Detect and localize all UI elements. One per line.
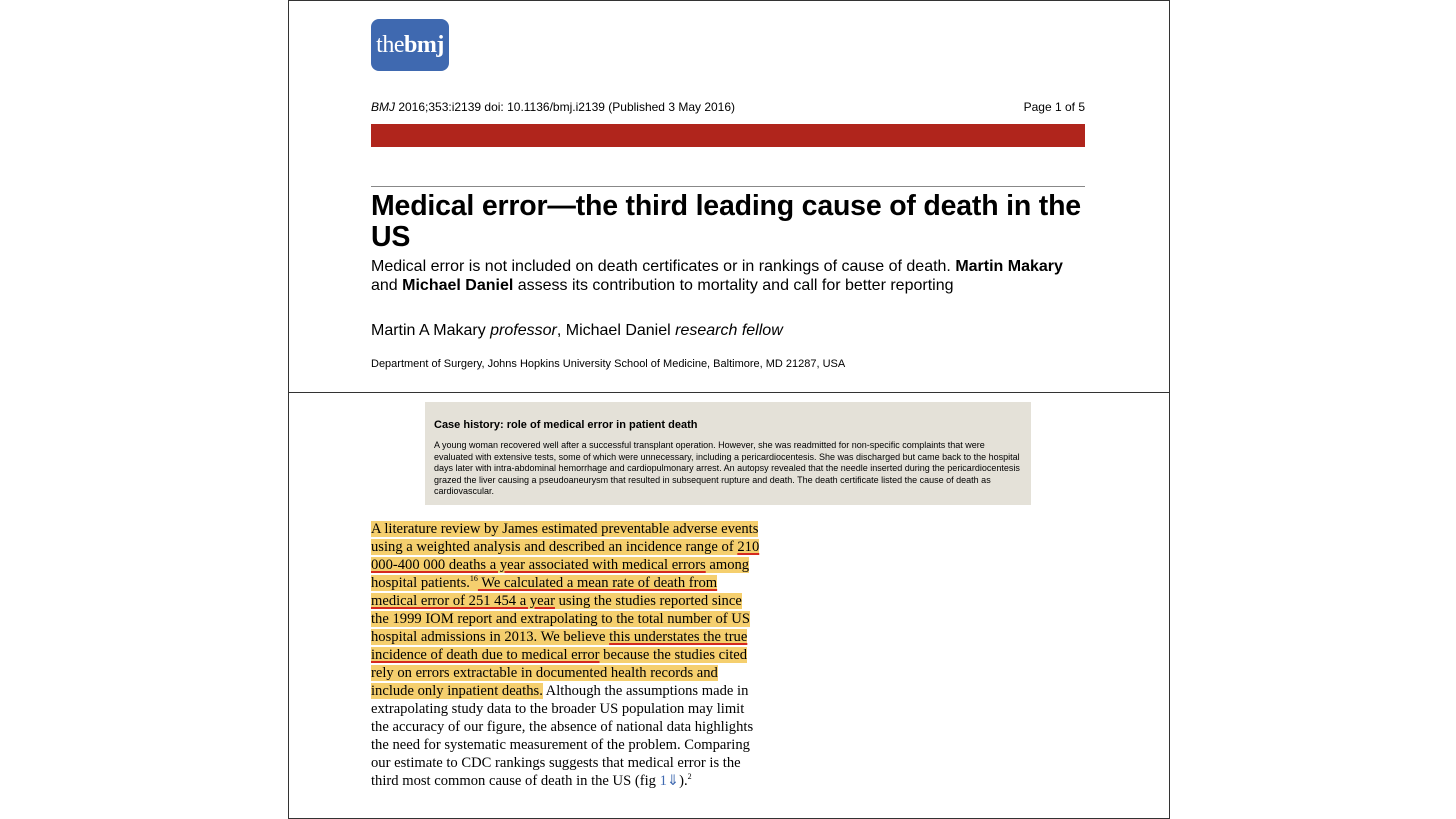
affiliation: Department of Surgery, Johns Hopkins University School of Medicine, Baltimore, MD 21287, USA [371,358,846,370]
red-header-bar [371,124,1085,147]
standfirst: Medical error is not included on death certificates or in rankings of cause of death. Martin Makary and Michael Daniel assess its contribution to mortality and call for better reporting [371,258,1063,294]
case-history-title: Case history: role of medical error in patient death [434,419,698,431]
case-history-box [425,402,1031,505]
figure-link[interactable]: 1⇓ [659,773,680,789]
author-name: Martin Makary [955,258,1063,275]
page-number: Page 1 of 5 [1023,100,1085,114]
page-split-divider [288,392,1170,393]
highlighted-text: A literature review by James estimated preventable adverse events using a weighted analysis and described an incidence range of 210 000-400 000 deaths a year associated with medical errors among hospital patients.$^{16}$ We calculated a mean rate of death from medical error of 251 454 a year using the studies reported since the 1999 IOM report and extrapolating to the total number of US hospital admissions in 2013. We believe this understates the true incidence of death due to medical error because the studies cited rely on errors extractable in documented health records and include only inpatient deaths. [371,521,760,699]
reference-superscript[interactable]: 16 [469,574,478,583]
author-line: Martin A Makary professor, Michael Daniel research fellow [371,322,783,339]
title-rule [371,186,1085,187]
underlined-text: this understates the true incidence of death due to medical error [371,629,748,663]
citation-line [371,100,735,114]
underlined-text: We calculated a mean rate of death from medical error of 251 454 a year [371,575,718,609]
author-name: Michael Daniel [402,277,514,294]
bmj-logo: the bmj [371,19,449,71]
journal-name: BMJ [371,100,395,114]
article-title: Medical error—the third leading cause of death in the US [371,190,1081,253]
underlined-text: 210 000-400 000 deaths a year associated with medical errors [371,539,760,573]
reference-superscript[interactable]: 2 [687,772,692,781]
body-paragraph: A literature review by James estimated preventable adverse events using a weighted analysis and described an incidence range of 210 000-400 000 deaths a year associated with medical errors among hospital patients.$^{16}$ We calculated a mean rate of death from medical error of 251 454 a year using the studies reported since the 1999 IOM report and extrapolating to the total number of US hospital admissions in 2013. We believe this understates the true incidence of death due to medical error because the studies cited rely on errors extractable in documented health records and include only inpatient deaths. Although the assumptions made in extrapolating study data to the broader US population may limit the accuracy of our figure, the absence of national data highlights the need for systematic measurement of the problem. Comparing our estimate to CDC rankings suggests that medical error is the third most common cause of death in the US (fig 1⇓).$^2$ [371,521,760,789]
citation-details: 2016;353:i2139 doi: 10.1136/bmj.i2139 (Published 3 May 2016) [395,100,736,114]
case-history-body: A young woman recovered well after a successful transplant operation. However, she was readmitted for non-specific complaints that were evaluated with extensive tests, some of which were unnecessary, including a pericardiocentesis. She was discharged but came back to the hospital days later with intra-abdominal hemorrhage and cardiopulmonary arrest. An autopsy revealed that the needle inserted during the pericardiocentesis grazed the liver causing a pseudoaneurysm that resulted in subsequent rupture and death. The death certificate listed the cause of death as cardiovascular. [434,440,1020,496]
